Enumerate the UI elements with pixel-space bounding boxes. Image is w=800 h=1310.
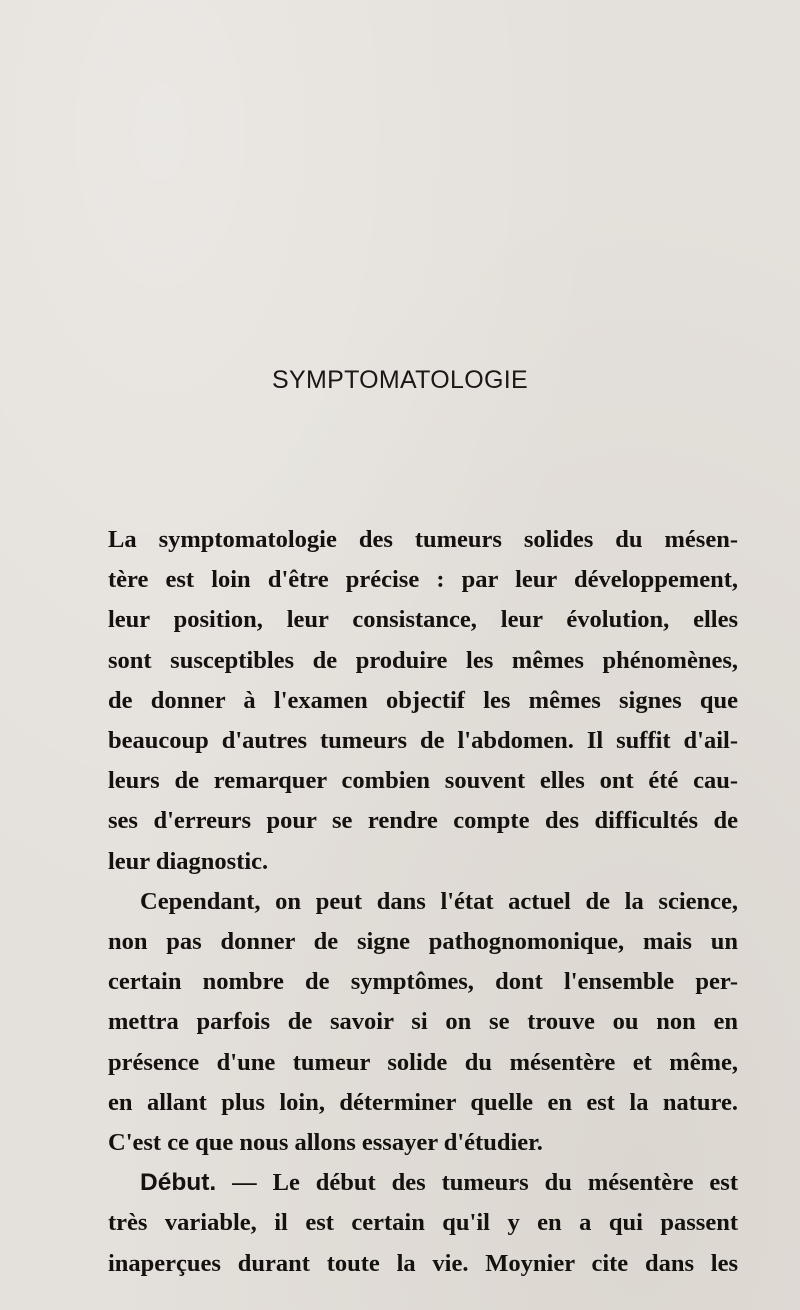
text-line: sont susceptibles de produire les mêmes phénomènes, bbox=[108, 646, 738, 674]
text-line: très variable, il est certain qu'il y en a qui passent bbox=[108, 1209, 738, 1237]
paragraph-2 bbox=[108, 882, 738, 1163]
section-run-in-title: Début. bbox=[140, 1169, 217, 1197]
text-line bbox=[108, 1163, 738, 1203]
paragraph-1 bbox=[108, 520, 738, 882]
text-line: non pas donner de signe pathognomonique, mais un bbox=[108, 928, 738, 956]
text-line: présence d'une tumeur solide du mésentère et même, bbox=[108, 1048, 738, 1076]
text-line: mettra parfois de savoir si on se trouve ou non en bbox=[108, 1008, 738, 1036]
text-line: certain nombre de symptômes, dont l'ensemble per- bbox=[108, 968, 738, 996]
text-line: leurs de remarquer combien souvent elles ont été cau- bbox=[108, 767, 738, 795]
text-line-rest: — Le début des tumeurs du mésentère est bbox=[216, 1169, 738, 1197]
text-line: de donner à l'examen objectif les mêmes signes que bbox=[108, 686, 738, 714]
text-line: leur position, leur consistance, leur évolution, elles bbox=[108, 606, 738, 634]
text-line: ses d'erreurs pour se rendre compte des difficultés de bbox=[108, 807, 738, 835]
paragraph-3 bbox=[108, 1163, 738, 1284]
text-line: inaperçues durant toute la vie. Moynier cite dans les bbox=[108, 1249, 738, 1277]
text-line: en allant plus loin, déterminer quelle en est la nature. bbox=[108, 1088, 738, 1116]
chapter-heading: SYMPTOMATOLOGIE bbox=[272, 366, 528, 394]
text-line: La symptomatologie des tumeurs solides du mésen- bbox=[108, 526, 738, 553]
text-line: Cependant, on peut dans l'état actuel de la science, bbox=[140, 887, 738, 915]
body-text bbox=[108, 520, 738, 1284]
text-line: leur diagnostic. bbox=[108, 847, 269, 875]
text-line: beaucoup d'autres tumeurs de l'abdomen. Il suffit d'ail- bbox=[108, 727, 738, 755]
text-line: tère est loin d'être précise : par leur développement, bbox=[108, 566, 738, 594]
text-line: C'est ce que nous allons essayer d'étudier. bbox=[108, 1129, 543, 1157]
